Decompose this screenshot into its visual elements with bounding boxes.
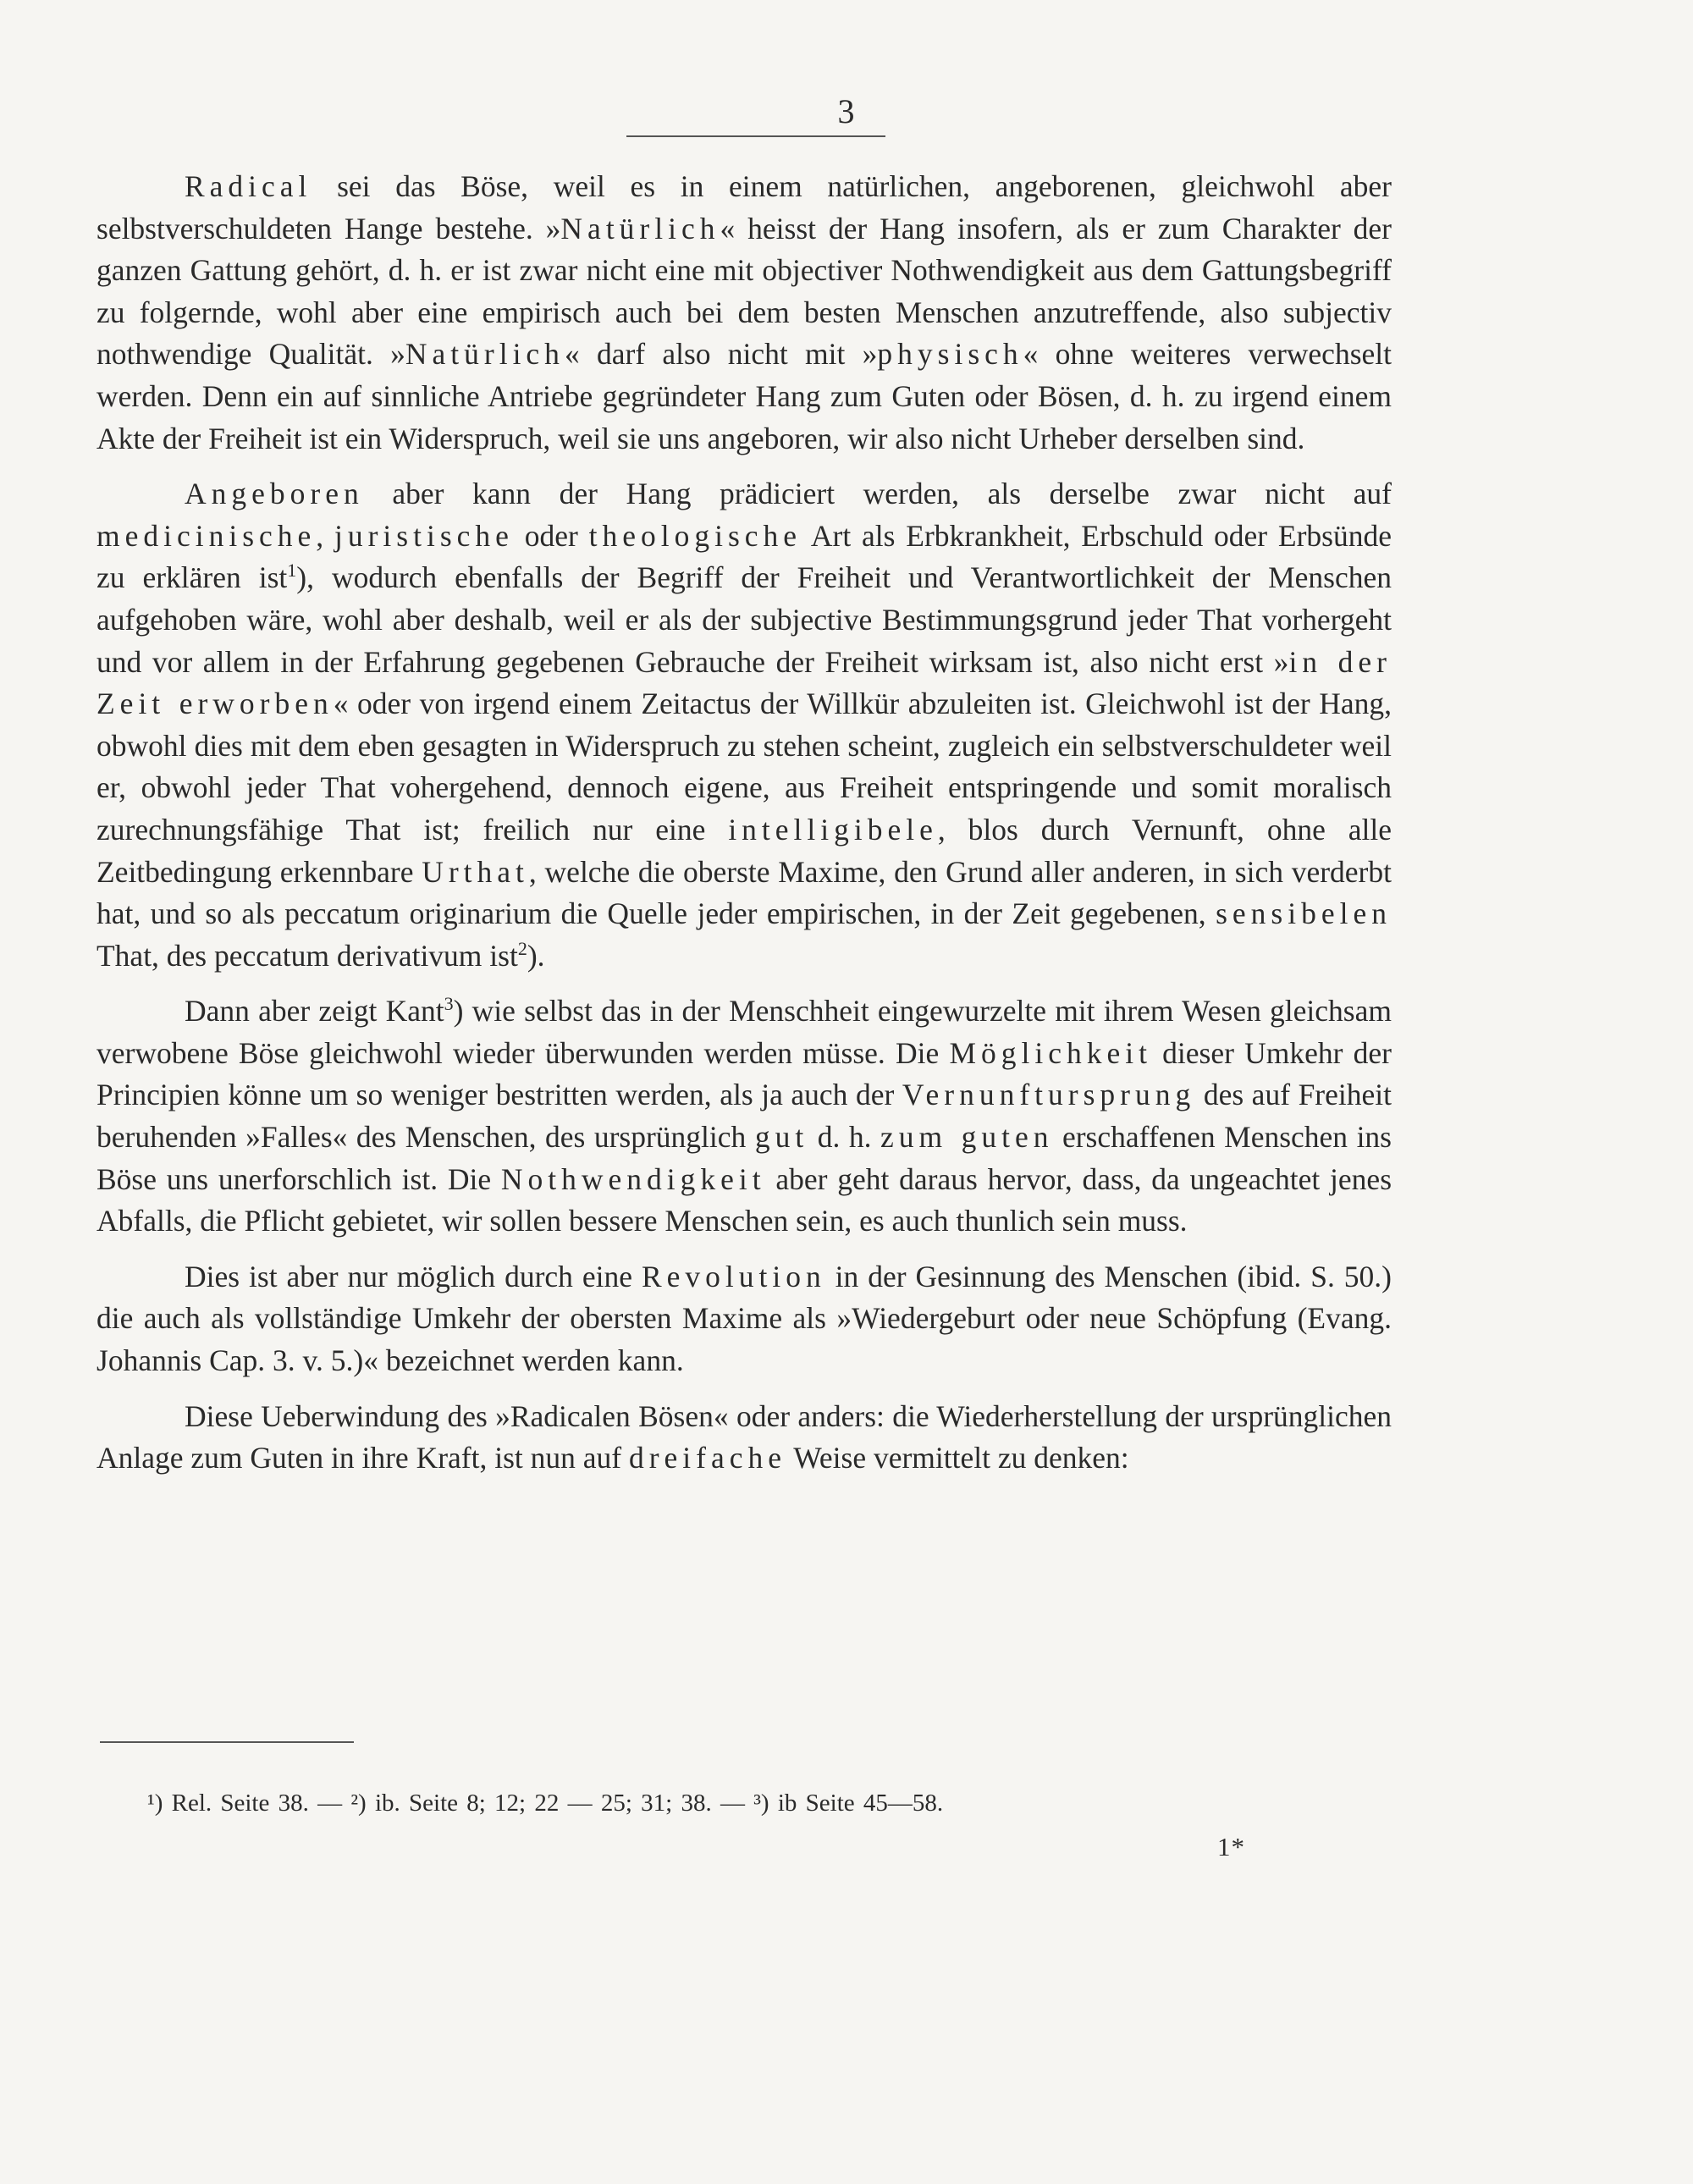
text-run: , welche die oberste Maxime, den Grund aller anderen, in sich verderbt hat, und so als peccatum originarium die Quelle jeder empirischen, in der Zeit gegebenen, [97,854,1392,931]
text-run: , [316,518,334,553]
paragraph [97,990,1392,1243]
spaced-emphasis: Natürlich [560,211,720,245]
footnote-reference: 3 [444,993,454,1015]
spaced-emphasis: physisch [877,337,1023,372]
text-run: ) wie selbst das in der Menschheit eingewurzelte mit ihrem Wesen gleichsam verwobene Böse gleichwohl wieder überwunden werden müsse. Die [97,994,1392,1070]
text-run: des auf Freiheit beruhenden »Falles« des Menschen, des ursprünglich [97,1078,1392,1155]
text-run: dieser Umkehr der Principien könne um so weniger bestritten werden, als ja auch der [97,1035,1392,1112]
footnote: ¹) Rel. Seite 38. — ²) ib. Seite 8; 12; 22 — 25; 31; 38. — ³) ib Seite 45—58. [147,1790,944,1817]
spaced-emphasis: Möglichkeit [949,1035,1152,1070]
text-run: aber geht daraus hervor, dass, da ungeachtet jenes Abfalls, die Pflicht gebietet, wir sollen bessere Menschen sein, es auch thunlich sein muss. [97,1161,1392,1238]
page-number: 3 [837,92,856,130]
text-run: oder [513,518,589,553]
spaced-emphasis: sensibelen [1216,896,1392,931]
text-run: Weise vermittelt zu denken: [786,1441,1129,1475]
text-run: Dann aber zeigt Kant [185,994,444,1029]
text-run: in der Gesinnung des Menschen (ibid. S. 50.) die auch als vollständige Umkehr der obersten Maxime als »Wiedergeburt oder neue Schöpfung (Evang. Johannis Cap. 3. v. 5.)« bezeichnet werden kann. [97,1259,1392,1378]
text-run: « oder von irgend einem Zeitactus der Willkür abzuleiten ist. Gleichwohl ist der Hang, obwohl dies mit dem eben gesagten in Widerspruch zu stehen scheint, zugleich ein selbstverschuldeter weil er, obwohl jeder That vohergehend, dennoch eigene, aus Freiheit entspringende und somit moralisch zurechnungsfähige That ist; freilich nur eine [97,687,1392,847]
header-rule [626,135,885,137]
paragraph [97,473,1392,977]
spaced-emphasis: in der Zeit erworben [97,644,1392,721]
text-run: « heisst der Hang insofern, als er zum Charakter der ganzen Gattung gehört, d. h. er ist zwar nicht eine mit objectiver Nothwendigkeit aus dem Gattungsbegriff zu folgernde, wohl aber eine empirisch auch bei dem besten Menschen anzutreffende, also subjectiv nothwendige Qualität. » [97,211,1392,372]
text-run: d. h. [808,1120,880,1155]
spaced-emphasis: Angeboren [185,477,364,511]
spaced-emphasis: Natürlich [405,337,565,372]
text-run: sei das Böse, weil es in einem natürlichen, angeborenen, gleichwohl aber selbstverschuldeten Hange bestehe. » [97,169,1392,245]
text-run: Diese Ueberwindung des »Radicalen Bösen« oder anders: die Wiederherstellung der ursprünglichen Anlage zum Guten in ihre Kraft, ist nun auf [97,1398,1392,1475]
paragraph [97,1396,1392,1480]
text-run: Art als Erbkrankheit, Erbschuld oder Erbsünde zu erklären ist [97,518,1392,595]
text-run: That, des peccatum derivativum ist [97,938,518,973]
spaced-emphasis: intelligibele [728,812,938,847]
spaced-emphasis: dreifache [628,1441,787,1475]
spaced-emphasis: Revolution [641,1259,826,1293]
text-run: erschaffenen Menschen ins Böse uns unerforschlich ist. Die [97,1120,1392,1196]
text-run: aber kann der Hang prädiciert werden, als derselbe zwar nicht auf [363,477,1392,511]
spaced-emphasis: theologische [588,518,802,553]
spaced-emphasis: Nothwendigkeit [500,1161,766,1196]
text-run: « ohne weiteres verwechselt werden. Denn ein auf sinnliche Antriebe gegründeter Hang zum Guten oder Bösen, d. h. zu irgend einem Akte der Freiheit ist ein Widerspruch, weil sie uns angeboren, wir also nicht Urheber derselben sind. [97,337,1392,455]
spaced-emphasis: Urthat [422,854,529,889]
paragraph [97,1256,1392,1382]
text-run: Dies ist aber nur möglich durch eine [185,1259,642,1293]
footnote-reference: 2 [517,937,527,959]
text-run: , blos durch Vernunft, ohne alle Zeitbedingung erkennbare [97,812,1392,889]
spaced-emphasis: Radical [185,169,312,203]
footnote-rule [100,1741,354,1743]
spaced-emphasis: juristische [334,518,514,553]
body-text [97,166,1392,1480]
paragraph [97,166,1392,460]
text-run: ), wodurch ebenfalls der Begriff der Freiheit und Verantwortlichkeit der Menschen aufgehoben wäre, wohl aber deshalb, weil er als der subjective Bestimmungsgrund jeder That vorhergeht und vor allem in der Erfahrung gegebenen Gebrauche der Freiheit wirksam ist, also nicht erst » [97,560,1392,679]
spaced-emphasis: Vernunftursprung [902,1078,1196,1112]
text-run: « darf also nicht mit » [564,337,878,372]
spaced-emphasis: zum guten [880,1120,1054,1155]
signature-mark: 1* [1217,1832,1245,1861]
spaced-emphasis: gut [754,1120,809,1155]
footnote-reference: 1 [287,560,297,582]
spaced-emphasis: medicinische [97,518,317,553]
text-run: ). [527,938,545,973]
